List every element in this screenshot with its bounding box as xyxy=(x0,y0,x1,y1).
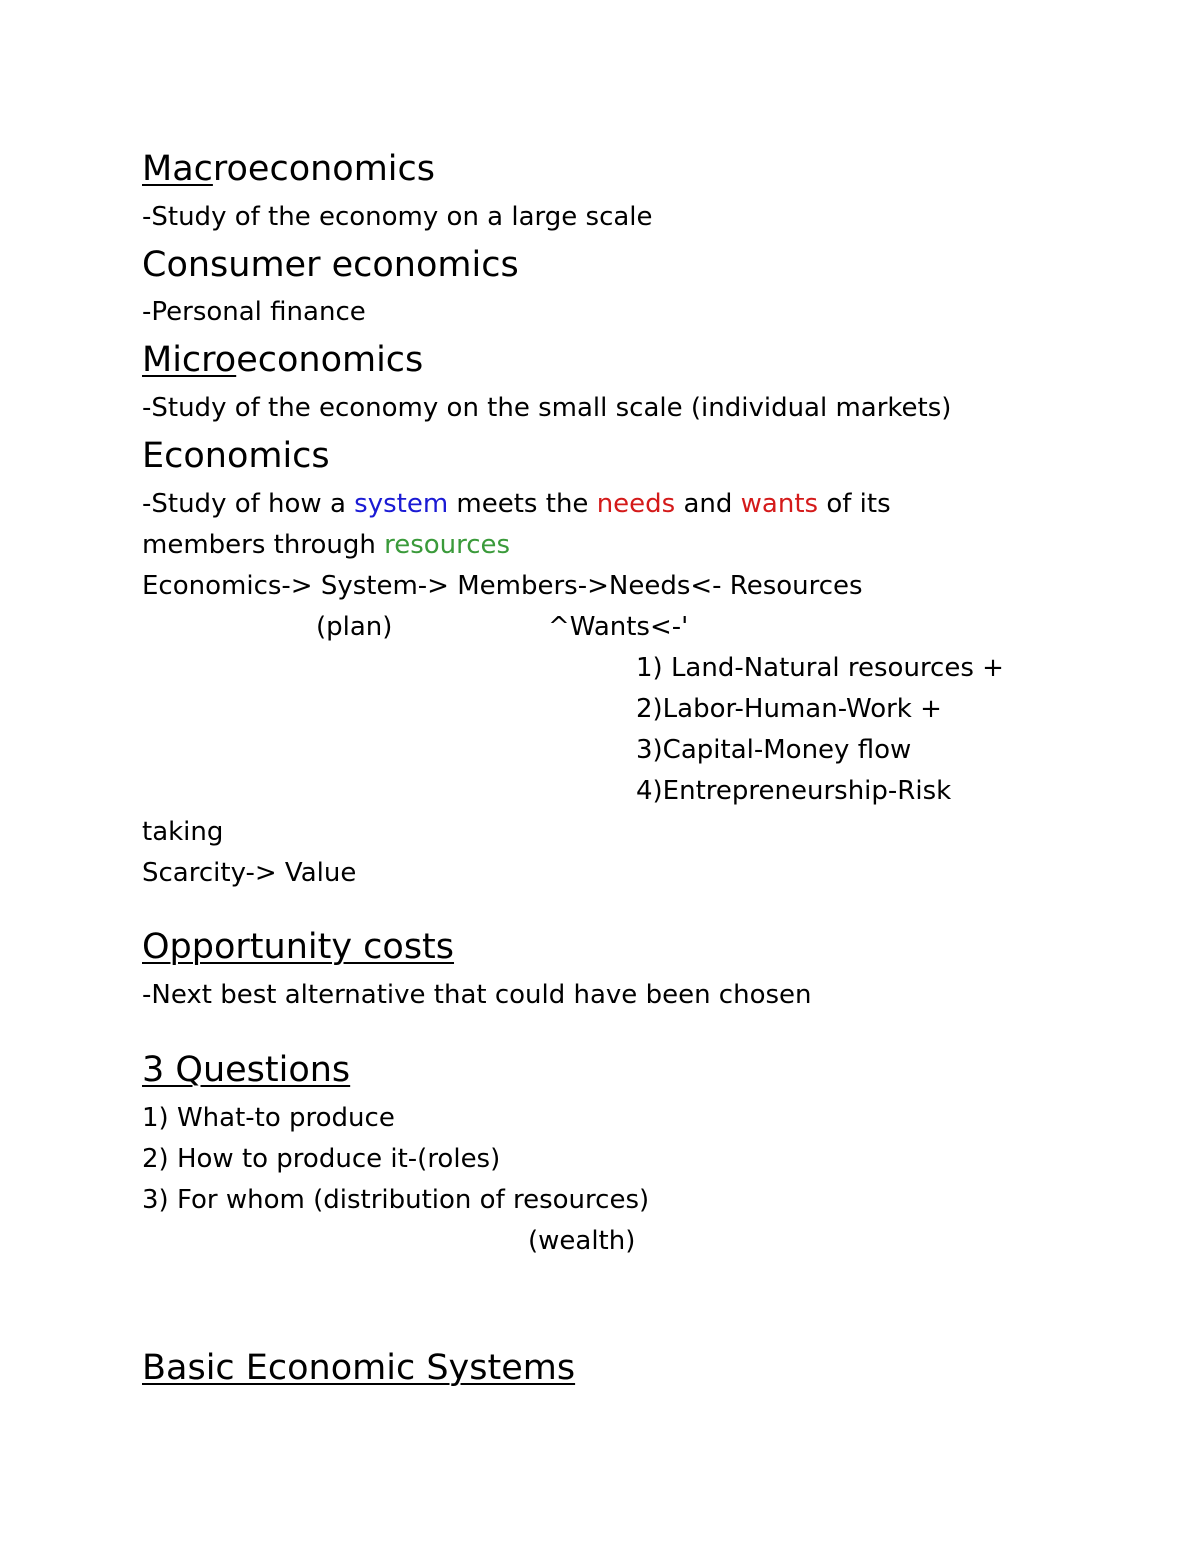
economics-def-text: -Study of how a xyxy=(142,489,355,519)
macroeconomics-definition: -Study of the economy on a large scale xyxy=(142,202,653,232)
economics-def-needs: needs xyxy=(596,489,676,519)
economics-def-text: members through xyxy=(142,530,385,560)
economics-flow-line: Economics-> System-> Members->Needs<- Resources xyxy=(142,571,863,601)
economics-definition-line1 xyxy=(142,491,891,517)
resource-item-wrap: taking xyxy=(142,817,224,847)
economics-def-text: meets the xyxy=(448,489,597,519)
question-item-3: 3) For whom (distribution of resources) xyxy=(142,1185,650,1215)
resource-item-capital: 3)Capital-Money flow xyxy=(636,735,912,765)
economics-heading: Economics xyxy=(142,436,330,476)
economics-def-text: and xyxy=(675,489,741,519)
microeconomics-heading-underlined: Micro xyxy=(142,340,237,380)
three-questions-heading: 3 Questions xyxy=(142,1050,351,1090)
macroeconomics-heading xyxy=(142,149,436,189)
economics-def-resources: resources xyxy=(384,530,511,560)
resource-item-entrepreneurship: 4)Entrepreneurship-Risk xyxy=(636,776,952,806)
question-item-2: 2) How to produce it-(roles) xyxy=(142,1144,501,1174)
resource-item-labor: 2)Labor-Human-Work + xyxy=(636,694,942,724)
economics-def-system: system xyxy=(354,489,449,519)
plan-note: (plan) xyxy=(316,612,393,642)
economics-def-wants: wants xyxy=(740,489,819,519)
scarcity-line: Scarcity-> Value xyxy=(142,858,357,888)
consumer-economics-definition: -Personal finance xyxy=(142,297,366,327)
opportunity-costs-definition: -Next best alternative that could have been chosen xyxy=(142,980,812,1010)
microeconomics-heading-rest: economics xyxy=(236,340,424,380)
resource-item-land: 1) Land-Natural resources + xyxy=(636,653,1004,683)
microeconomics-definition: -Study of the economy on the small scale (individual markets) xyxy=(142,393,952,423)
economics-def-text: of its xyxy=(818,489,891,519)
microeconomics-heading xyxy=(142,340,424,380)
consumer-economics-heading: Consumer economics xyxy=(142,245,519,285)
macroeconomics-heading-rest: roeconomics xyxy=(212,149,436,189)
economics-definition-line2 xyxy=(142,532,510,558)
wealth-note: (wealth) xyxy=(528,1226,636,1256)
question-item-1: 1) What-to produce xyxy=(142,1103,395,1133)
opportunity-costs-heading: Opportunity costs xyxy=(142,927,455,967)
macroeconomics-heading-underlined: Mac xyxy=(142,149,213,189)
basic-economic-systems-heading: Basic Economic Systems xyxy=(142,1348,576,1388)
wants-note: ^Wants<-' xyxy=(548,612,689,642)
